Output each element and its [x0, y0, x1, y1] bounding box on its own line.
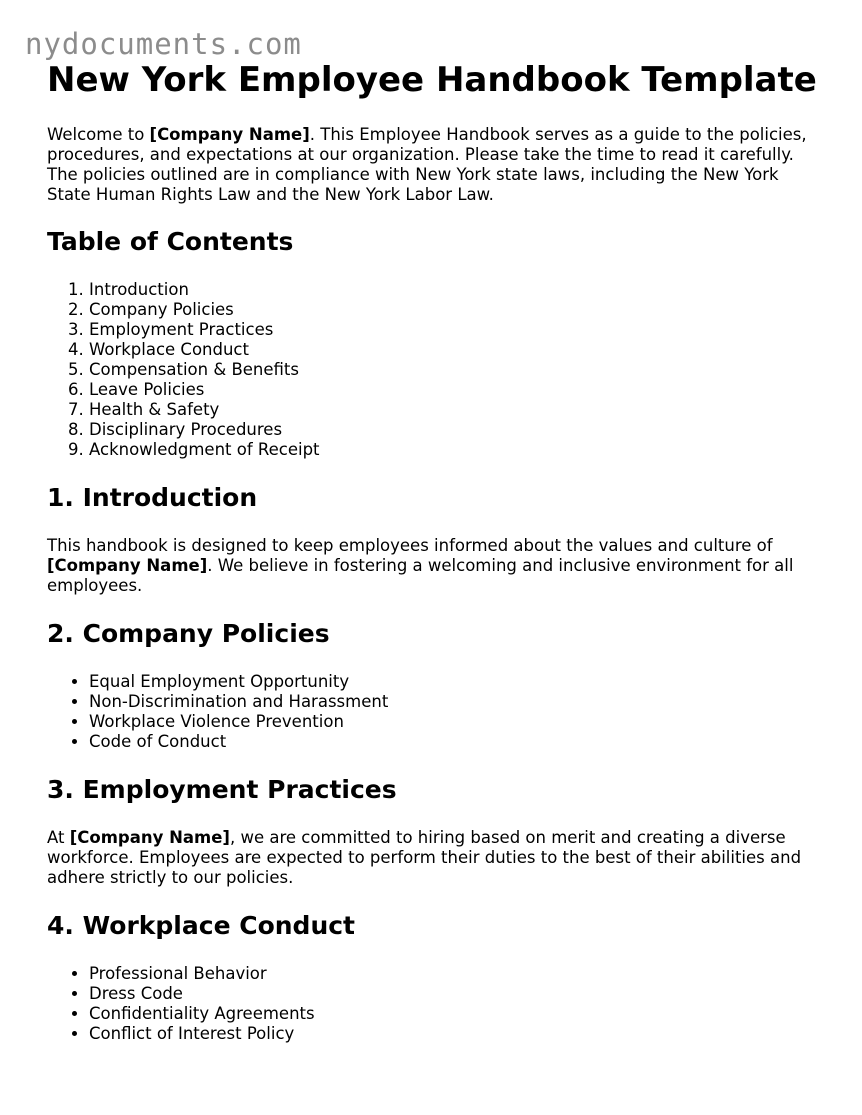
toc-item: 8. Disciplinary Procedures — [89, 420, 822, 440]
list-item: • Confidentiality Agreements — [89, 1004, 822, 1024]
company-name-placeholder: [Company Name] — [47, 556, 208, 575]
list-item: • Dress Code — [89, 984, 822, 1004]
table-of-contents — [47, 280, 822, 460]
toc-item: 3. Employment Practices — [89, 320, 822, 340]
toc-heading: Table of Contents — [47, 227, 294, 256]
intro-paragraph — [47, 125, 822, 205]
document-body — [47, 60, 822, 1044]
company-name-placeholder: [Company Name] — [69, 828, 230, 847]
section-heading-company-policies: 2. Company Policies — [47, 619, 330, 648]
toc-item: 5. Compensation & Benefits — [89, 360, 822, 380]
employment-practices-prefix: At — [47, 828, 70, 847]
toc-item: 4. Workplace Conduct — [89, 340, 822, 360]
introduction-paragraph — [47, 536, 822, 596]
toc-item: 1. Introduction — [89, 280, 822, 300]
page-title: New York Employee Handbook Template — [47, 60, 817, 100]
list-item: • Workplace Violence Prevention — [89, 712, 822, 732]
watermark: nydocuments.com — [25, 27, 302, 61]
section-heading-employment-practices: 3. Employment Practices — [47, 775, 397, 804]
company-name-placeholder: [Company Name] — [149, 125, 310, 144]
introduction-prefix: This handbook is designed to keep employees informed about the values and culture of — [47, 536, 773, 555]
list-item: • Equal Employment Opportunity — [89, 672, 822, 692]
list-item: • Non-Discrimination and Harassment — [89, 692, 822, 712]
workplace-conduct-list — [47, 964, 822, 1044]
employment-practices-paragraph — [47, 828, 822, 888]
company-policies-list — [47, 672, 822, 752]
toc-item: 9. Acknowledgment of Receipt — [89, 440, 822, 460]
employment-practices-suffix: , we are committed to hiring based on merit and creating a diverse workforce. Employees are expected to perform their duties to the best of their abilities and adhere strictly to our policies. — [47, 828, 802, 887]
intro-suffix: . This Employee Handbook serves as a guide to the policies, procedures, and expectations at our organization. Please take the time to read it carefully. The policies outlined are in compliance with New York state laws, including the New York State Human Rights Law and the New York Labor Law. — [47, 125, 807, 204]
introduction-suffix: . We believe in fostering a welcoming and inclusive environment for all employees. — [47, 556, 794, 595]
intro-prefix: Welcome to — [47, 125, 150, 144]
list-item: • Professional Behavior — [89, 964, 822, 984]
list-item: • Code of Conduct — [89, 732, 822, 752]
section-heading-introduction: 1. Introduction — [47, 483, 258, 512]
list-item: • Conflict of Interest Policy — [89, 1024, 822, 1044]
toc-item: 2. Company Policies — [89, 300, 822, 320]
toc-item: 6. Leave Policies — [89, 380, 822, 400]
toc-item: 7. Health & Safety — [89, 400, 822, 420]
section-heading-workplace-conduct: 4. Workplace Conduct — [47, 911, 356, 940]
